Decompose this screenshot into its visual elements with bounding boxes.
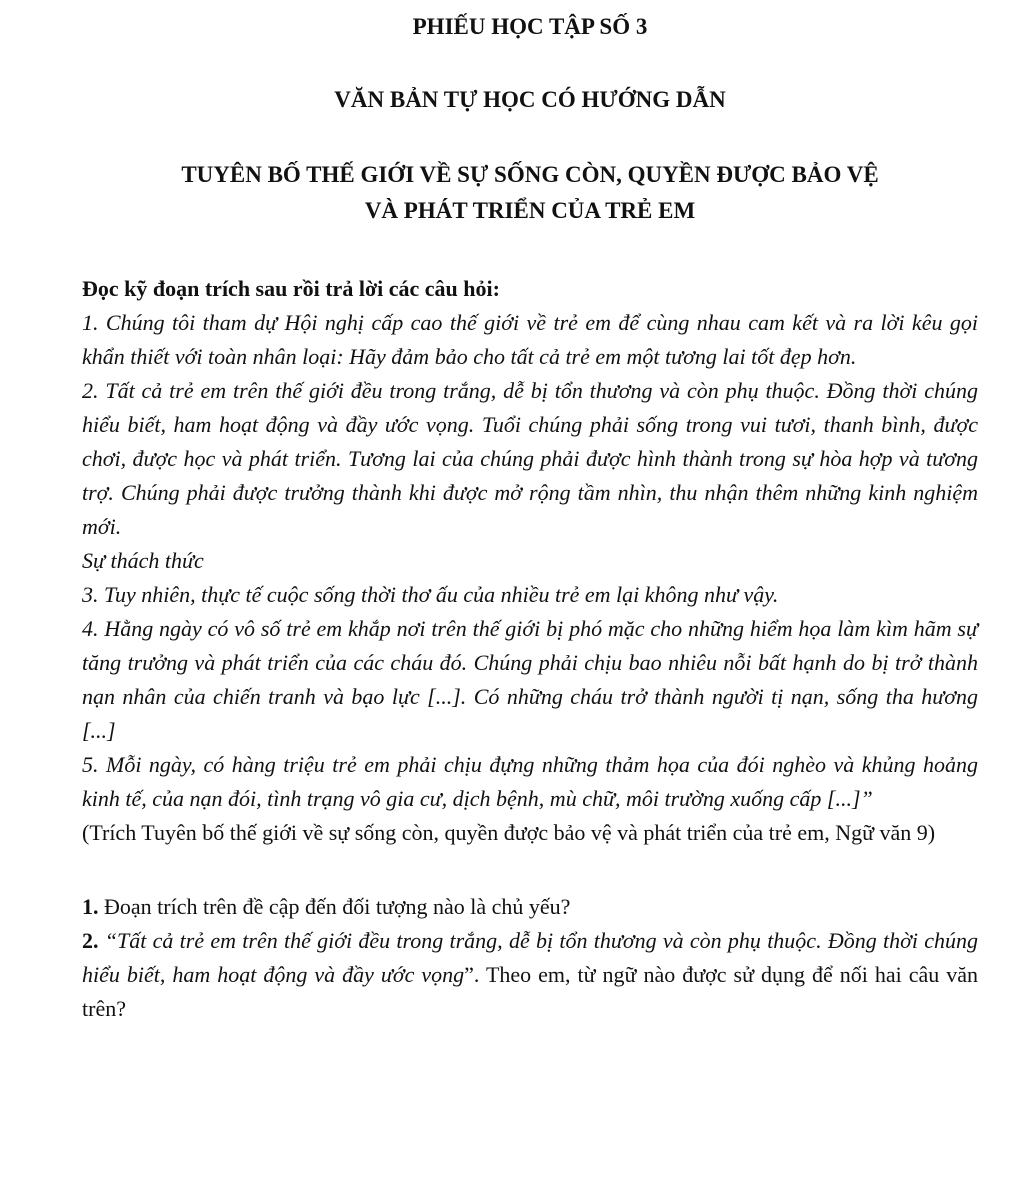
- question-2-number: 2.: [82, 928, 99, 953]
- sheet-title: PHIẾU HỌC TẬP SỐ 3: [412, 14, 648, 39]
- excerpt-source: (Trích Tuyên bố thế giới về sự sống còn, quyền được bảo vệ và phát triển của trẻ em, Ngữ văn 9): [82, 820, 936, 845]
- question-2-quote: “Tất cả trẻ em trên thế giới đều trong trắng, dễ bị tổn thương và còn phụ thuộc. Đồng thời chúng hiểu biết, ham hoạt động và đầy ước vọng: [82, 928, 978, 987]
- questions: [82, 890, 978, 1026]
- excerpt-paragraph-5: 5. Mỗi ngày, có hàng triệu trẻ em phải chịu đựng những thảm họa của đói nghèo và khủng hoảng kinh tế, của nạn đói, tình trạng vô gia cư, dịch bệnh, mù chữ, môi trường xuống cấp [...]”: [82, 752, 978, 811]
- section-title: VĂN BẢN TỰ HỌC CÓ HƯỚNG DẪN: [334, 87, 726, 112]
- question-1: [82, 890, 978, 924]
- excerpt: [82, 306, 978, 816]
- question-2-text: ”. Theo em, từ ngữ nào được sử dụng để nối hai câu văn trên?: [82, 962, 978, 1021]
- excerpt-paragraph-1: 1. Chúng tôi tham dự Hội nghị cấp cao thế giới về trẻ em để cùng nhau cam kết và ra lời kêu gọi khẩn thiết với toàn nhân loại: Hãy đảm bảo cho tất cả trẻ em một tương lai tốt đẹp hơn.: [82, 310, 978, 369]
- excerpt-subheading: Sự thách thức: [82, 548, 204, 573]
- question-2: [82, 924, 978, 1026]
- document-title-line-2: VÀ PHÁT TRIỂN CỦA TRẺ EM: [364, 198, 696, 223]
- excerpt-paragraph-4: 4. Hằng ngày có vô số trẻ em khắp nơi trên thế giới bị phó mặc cho những hiểm họa làm kìm hãm sự tăng trưởng và phát triển của các cháu đó. Chúng phải chịu bao nhiêu nỗi bất hạnh do bị trở thành nạn nhân của chiến tranh và bạo lực [...]. Có những cháu trở thành người tị nạn, sống tha hương [...]: [82, 616, 978, 743]
- reading-instruction: Đọc kỹ đoạn trích sau rồi trả lời các câu hỏi:: [82, 276, 500, 301]
- question-1-text: Đoạn trích trên đề cập đến đối tượng nào là chủ yếu?: [98, 894, 571, 919]
- document-title-line-1: TUYÊN BỐ THẾ GIỚI VỀ SỰ SỐNG CÒN, QUYỀN ĐƯỢC BẢO VỆ: [181, 162, 879, 187]
- question-1-number: 1.: [82, 894, 99, 919]
- excerpt-paragraph-2: 2. Tất cả trẻ em trên thế giới đều trong trắng, dễ bị tổn thương và còn phụ thuộc. Đồng thời chúng hiểu biết, ham hoạt động và đầy ước vọng. Tuổi chúng phải sống trong vui tươi, thanh bình, được chơi, được học và phát triển. Tương lai của chúng phải được hình thành trong sự hòa hợp và tương trợ. Chúng phải được trưởng thành khi được mở rộng tầm nhìn, thu nhận thêm những kinh nghiệm mới.: [82, 378, 978, 539]
- excerpt-paragraph-3: 3. Tuy nhiên, thực tế cuộc sống thời thơ ấu của nhiều trẻ em lại không như vậy.: [82, 582, 779, 607]
